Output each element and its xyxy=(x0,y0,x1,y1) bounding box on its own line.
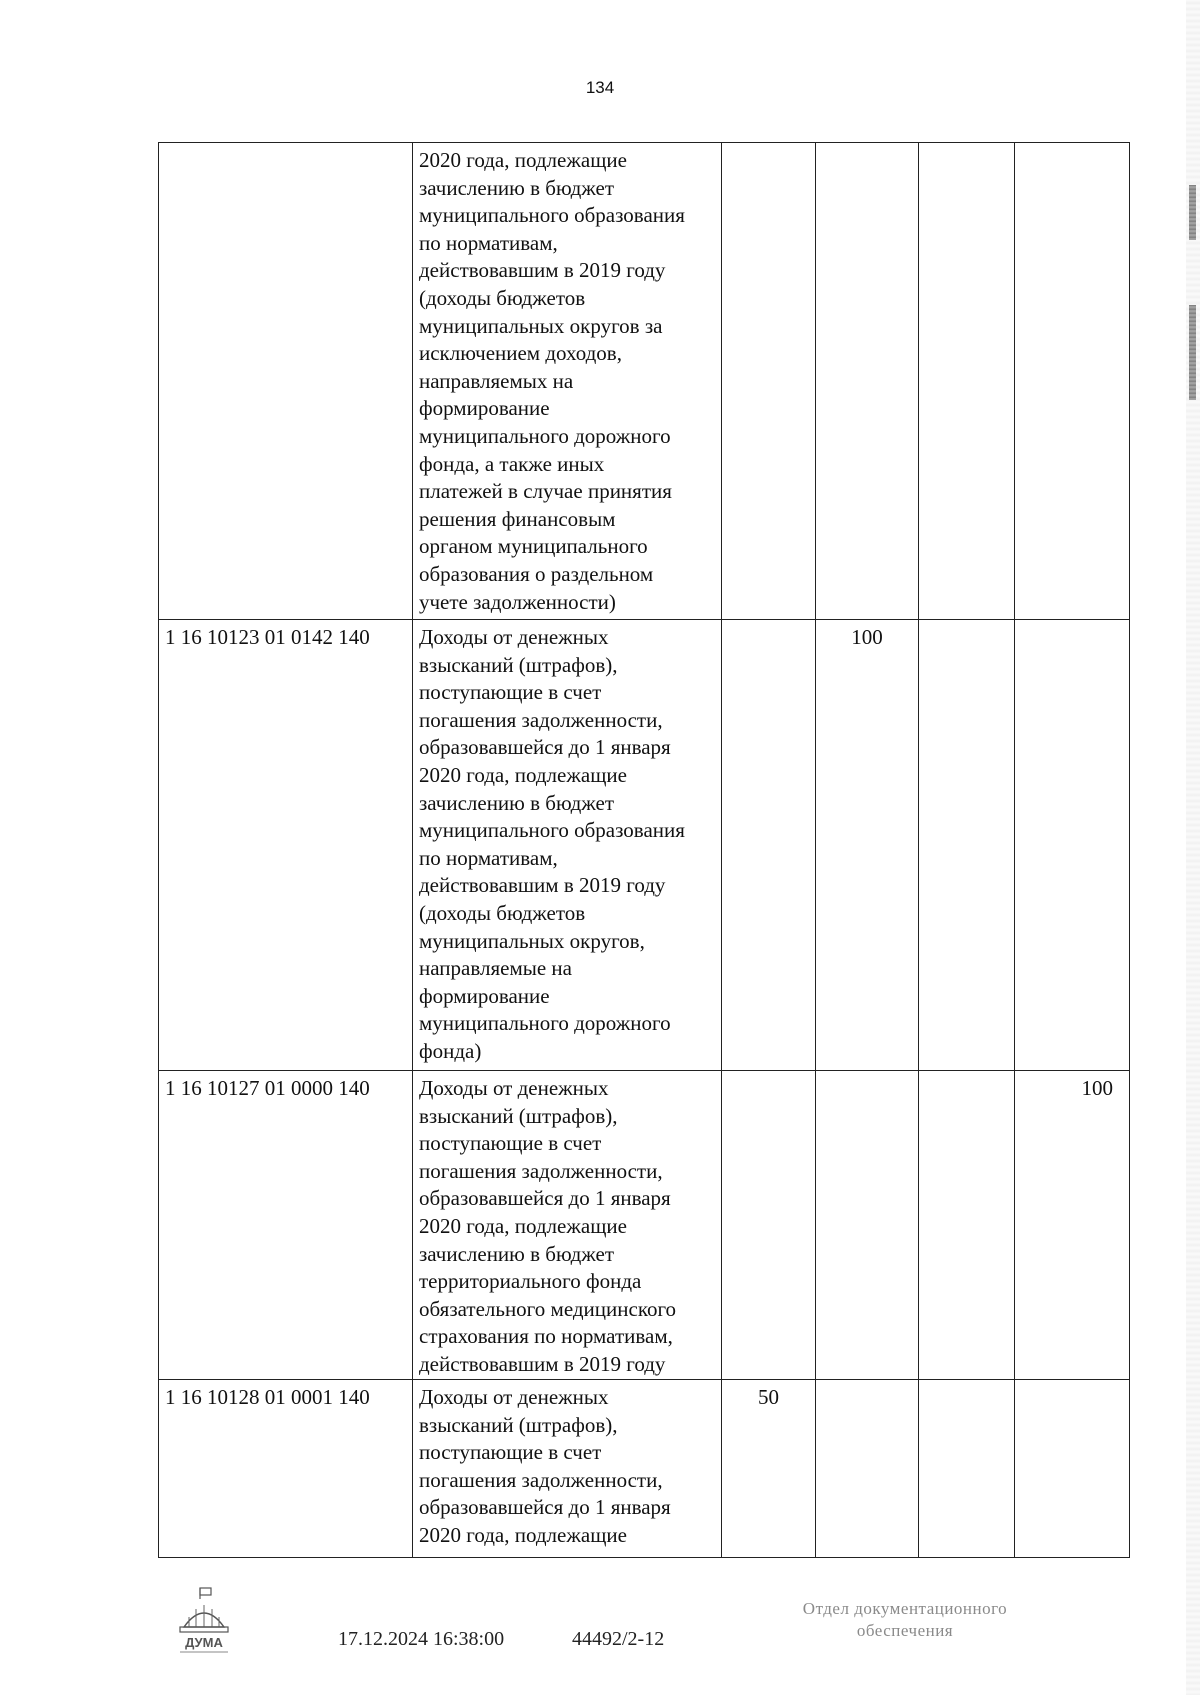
department-stamp xyxy=(755,1598,1055,1642)
description-line: по нормативам, xyxy=(419,845,558,870)
value-cell xyxy=(1015,620,1130,1071)
table-row xyxy=(159,1071,1130,1380)
description-line: страхования по нормативам, xyxy=(419,1324,673,1349)
revenue-table xyxy=(158,142,1130,1558)
footer-reg-number: 44492/2-12 xyxy=(572,1628,665,1650)
table-row xyxy=(159,620,1130,1071)
description-line: муниципального дорожного xyxy=(419,423,671,448)
description-line: зачислению в бюджет xyxy=(419,790,614,815)
description-line: поступающие в счет xyxy=(419,1440,602,1465)
description-line: муниципального дорожного xyxy=(419,1011,671,1036)
description-line: погашения задолженности, xyxy=(419,707,663,732)
value-cell xyxy=(722,620,816,1071)
description-line: решения финансовым xyxy=(419,506,616,531)
description-line: обязательного медицинского xyxy=(419,1296,677,1321)
value-cell xyxy=(919,1071,1015,1380)
description-line: направляемых на xyxy=(419,368,574,393)
value-cell xyxy=(722,1071,816,1380)
description-line: (доходы бюджетов xyxy=(419,285,586,310)
description-line: 2020 года, подлежащие xyxy=(419,1522,627,1547)
description-line: образовавшейся до 1 января xyxy=(419,1186,671,1211)
description-line: 2020 года, подлежащие xyxy=(419,762,627,787)
description-line: погашения задолженности, xyxy=(419,1467,663,1492)
description-line: муниципальных округов за xyxy=(419,313,663,338)
page-number: 134 xyxy=(585,78,615,97)
description-line: действовавшим в 2019 году xyxy=(419,1351,666,1376)
description-line: формирование xyxy=(419,396,550,421)
value-cell xyxy=(919,143,1015,620)
description-line: поступающие в счет xyxy=(419,680,602,705)
value-cell xyxy=(919,620,1015,1071)
description-line: платежей в случае принятия xyxy=(419,479,672,504)
code-cell: 1 16 10128 01 0001 140 xyxy=(159,1380,413,1558)
value-cell: 50 xyxy=(722,1380,816,1558)
description-line: по нормативам, xyxy=(419,230,558,255)
description-line: исключением доходов, xyxy=(419,341,622,366)
value-cell: 100 xyxy=(1015,1071,1130,1380)
value-cell xyxy=(816,1380,919,1558)
description-line: погашения задолженности, xyxy=(419,1158,663,1183)
description-cell xyxy=(413,620,722,1071)
description-line: действовавшим в 2019 году xyxy=(419,258,666,283)
value-cell xyxy=(722,143,816,620)
description-line: зачислению в бюджет xyxy=(419,1241,614,1266)
description-line: фонда, а также иных xyxy=(419,451,605,476)
code-cell xyxy=(159,143,413,620)
scan-edge xyxy=(1186,0,1200,1695)
description-line: взысканий (штрафов), xyxy=(419,1412,618,1437)
description-cell xyxy=(413,143,722,620)
description-cell xyxy=(413,1380,722,1558)
footer-datetime: 17.12.2024 16:38:00 xyxy=(338,1628,505,1650)
value-cell xyxy=(919,1380,1015,1558)
description-line: 2020 года, подлежащие xyxy=(419,1213,627,1238)
description-line: Доходы от денежных xyxy=(419,1385,609,1409)
description-line: органом муниципального xyxy=(419,534,648,559)
description-line: формирование xyxy=(419,983,550,1008)
description-line: образовавшейся до 1 января xyxy=(419,735,671,760)
table-row xyxy=(159,143,1130,620)
description-line: фонда) xyxy=(419,1038,482,1063)
code-cell: 1 16 10123 01 0142 140 xyxy=(159,620,413,1071)
duma-seal-icon xyxy=(176,1587,232,1655)
table-row xyxy=(159,1380,1130,1558)
description-line: зачислению в бюджет xyxy=(419,175,614,200)
value-cell xyxy=(1015,1380,1130,1558)
value-cell xyxy=(1015,143,1130,620)
description-line: муниципального образования xyxy=(419,818,685,843)
value-cell: 100 xyxy=(816,620,919,1071)
value-cell xyxy=(816,1071,919,1380)
seal-text: ДУМА xyxy=(185,1635,223,1650)
code-cell: 1 16 10127 01 0000 140 xyxy=(159,1071,413,1380)
description-line: (доходы бюджетов xyxy=(419,900,586,925)
description-line: поступающие в счет xyxy=(419,1131,602,1156)
description-line: учете задолженности) xyxy=(419,589,616,614)
description-line: территориального фонда xyxy=(419,1269,642,1294)
description-line: действовавшим в 2019 году xyxy=(419,873,666,898)
description-line: взысканий (штрафов), xyxy=(419,1103,618,1128)
description-line: взысканий (штрафов), xyxy=(419,652,618,677)
description-line: Доходы от денежных xyxy=(419,1076,609,1100)
scan-mark xyxy=(1189,185,1196,240)
stamp-line: Отдел документационного xyxy=(802,1599,1008,1618)
description-line: образования о раздельном xyxy=(419,561,654,586)
description-line: Доходы от денежных xyxy=(419,625,609,649)
stamp-line: обеспечения xyxy=(856,1621,954,1640)
description-line: направляемые на xyxy=(419,956,572,981)
description-cell xyxy=(413,1071,722,1380)
description-line: 2020 года, подлежащие xyxy=(419,148,627,172)
scan-mark xyxy=(1189,305,1196,400)
description-line: муниципального образования xyxy=(419,203,685,228)
description-line: муниципальных округов, xyxy=(419,928,645,953)
description-line: образовавшейся до 1 января xyxy=(419,1495,671,1520)
value-cell xyxy=(816,143,919,620)
